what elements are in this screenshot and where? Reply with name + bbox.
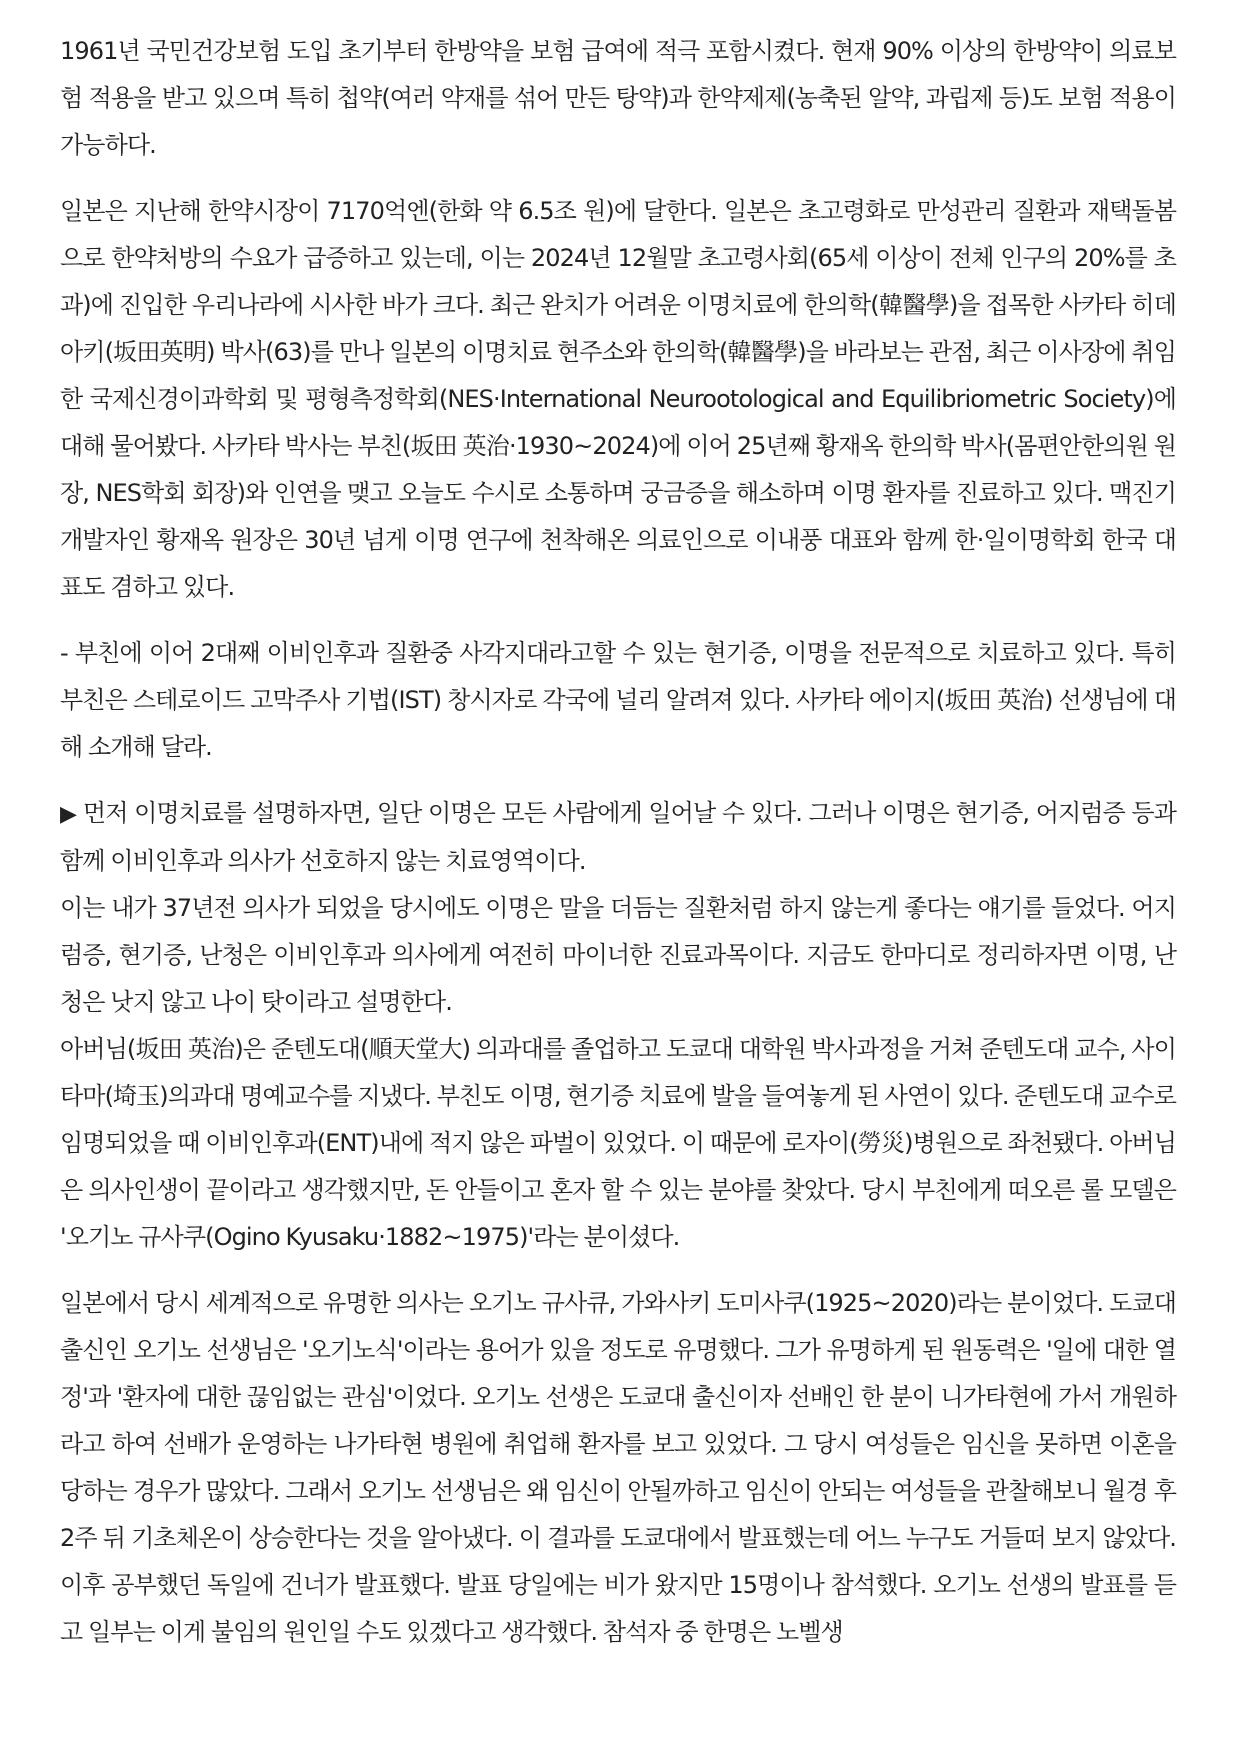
article-body [60,28,1176,1675]
paragraph-answer-experience: 이는 내가 37년전 의사가 되었을 당시에도 이명은 말을 더듬는 질환처럼 하지 않는게 좋다는 얘기를 들었다. 어지럼증, 현기증, 난청은 이비인후과 의사에게 여전히 마이너한 진료과목이다. 지금도 한마디로 정리하자면 이명, 난청은 낫지 않고 나이 탓이라고 설명한다. [60,894,1176,1016]
answer-marker-icon: ▶ [60,802,77,827]
answer-intro-text: 먼저 이명치료를 설명하자면, 일단 이명은 모든 사람에게 일어날 수 있다. 그러나 이명은 현기증, 어지럼증 등과 함께 이비인후과 의사가 선호하지 않는 치료영역이다. [60,799,1176,875]
paragraph-answer-father: 아버님(坂田 英治)은 준텐도대(順天堂大) 의과대를 졸업하고 도쿄대 대학원 박사과정을 거쳐 준텐도대 교수, 사이타마(埼玉)의과대 명예교수를 지냈다. 부친도 이명, 현기증 치료에 발을 들여놓게 된 사연이 있다. 준텐도대 교수로 임명되었을 때 이비인후과(ENT)내에 적지 않은 파벌이 있었다. 이 때문에 로자이(勞災)병원으로 좌천됐다. 아버님은 의사인생이 끝이라고 생각했지만, 돈 안들이고 혼자 할 수 있는 분야를 찾았다. 당시 부친에게 떠오른 롤 모델은 '오기노 규사쿠(Ogino Kyusaku·1882~1975)'라는 분이셨다. [60,1035,1176,1251]
paragraph-japan-market: 일본은 지난해 한약시장이 7170억엔(한화 약 6.5조 원)에 달한다. 일본은 초고령화로 만성관리 질환과 재택돌봄으로 한약처방의 수요가 급증하고 있는데, 이는 2024년 12월말 초고령사회(65세 이상이 전체 인구의 20%를 초과)에 진입한 우리나라에 시사한 바가 크다. 최근 완치가 어려운 이명치료에 한의학(韓醫學)을 접목한 사카타 히데아키(坂田英明) 박사(63)를 만나 일본의 이명치료 현주소와 한의학(韓醫學)을 바라보는 관점, 최근 이사장에 취임한 국제신경이과학회 및 평형측정학회(NES·International Neurootological and Equilibriometric Society)에 대해 물어봤다. 사카타 박사는 부친(坂田 英治·1930~2024)에 이어 25년째 황재옥 한의학 박사(몸편안한의원 원장, NES학회 회장)와 인연을 맺고 오늘도 수시로 소통하며 궁금증을 해소하며 이명 환자를 진료하고 있다. 맥진기 개발자인 황재옥 원장은 30년 넘게 이명 연구에 천착해온 의료인으로 이내풍 대표와 함께 한·일이명학회 한국 대표도 겸하고 있다. [60,197,1176,601]
paragraph-question: - 부친에 이어 2대째 이비인후과 질환중 사각지대라고할 수 있는 현기증, 이명을 전문적으로 치료하고 있다. 특히 부친은 스테로이드 고막주사 기법(IST) 창시자로 각국에 널리 알려져 있다. 사카타 에이지(坂田 英治) 선생님에 대해 소개해 달라. [60,639,1176,761]
paragraph-ogino: 일본에서 당시 세계적으로 유명한 의사는 오기노 규사큐, 가와사키 도미사쿠(1925~2020)라는 분이었다. 도쿄대 출신인 오기노 선생님은 '오기노식'이라는 용어가 있을 정도로 유명했다. 그가 유명하게 된 원동력은 '일에 대한 열정'과 '환자에 대한 끊임없는 관심'이었다. 오기노 선생은 도쿄대 출신이자 선배인 한 분이 니가타현에 가서 개원하라고 하여 선배가 운영하는 나가타현 병원에 취업해 환자를 보고 있었다. 그 당시 여성들은 임신을 못하면 이혼을 당하는 경우가 많았다. 그래서 오기노 선생님은 왜 임신이 안될까하고 임신이 안되는 여성들을 관찰해보니 월경 후 2주 뒤 기초체온이 상승한다는 것을 알아냈다. 이 결과를 도쿄대에서 발표했는데 어느 누구도 거들떠 보지 않았다. 이후 공부했던 독일에 건너가 발표했다. 발표 당일에는 비가 왔지만 15명이나 참석했다. 오기노 선생의 발표를 듣고 일부는 이게 불임의 원인일 수도 있겠다고 생각했다. 참석자 중 한명은 노벨생 [60,1289,1176,1646]
paragraph-insurance: 1961년 국민건강보험 도입 초기부터 한방약을 보험 급여에 적극 포함시켰다. 현재 90% 이상의 한방약이 의료보험 적용을 받고 있으며 특히 첩약(여러 약재를 섞어 만든 탕약)과 한약제제(농축된 알약, 과립제 등)도 보험 적용이 가능하다. [60,37,1176,159]
paragraph-answer-intro [60,790,1176,885]
